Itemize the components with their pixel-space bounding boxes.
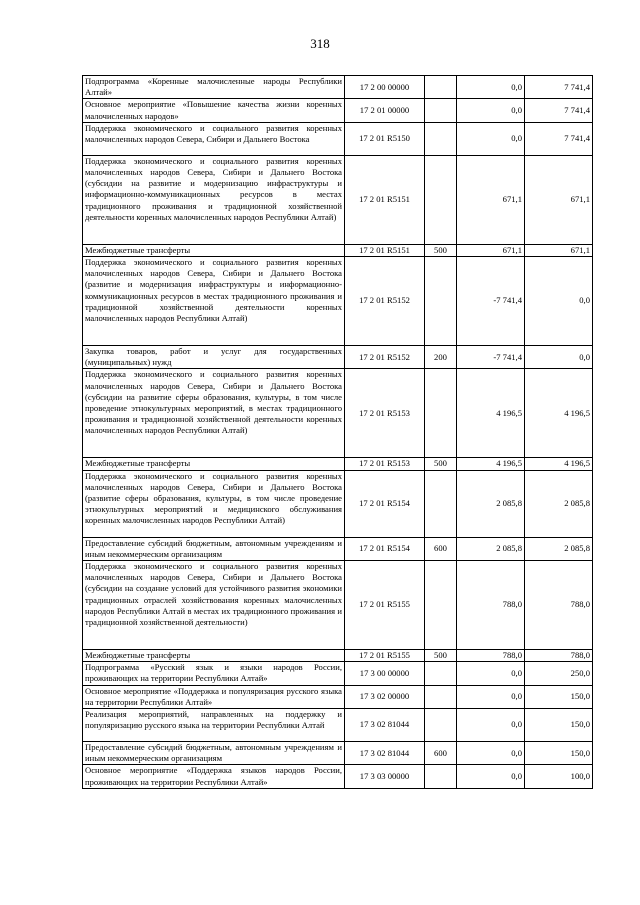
table-row (83, 742, 593, 765)
table-row (83, 76, 593, 99)
amount-change-cell: 0,0 (457, 662, 525, 685)
amount-total-cell: 7 741,4 (525, 99, 593, 122)
row-name-cell: Предоставление субсидий бюджетным, автономным учреждениям и иным некоммерческим организациям (83, 537, 345, 560)
amount-total-cell: 788,0 (525, 561, 593, 650)
expense-type-cell (425, 470, 457, 537)
amount-total-cell: 788,0 (525, 650, 593, 662)
amount-total-cell: 671,1 (525, 155, 593, 244)
target-code-cell: 17 2 01 R5152 (345, 346, 425, 369)
expense-type-cell: 500 (425, 458, 457, 470)
amount-change-cell: 0,0 (457, 742, 525, 765)
table-row (83, 122, 593, 155)
amount-change-cell: 0,0 (457, 122, 525, 155)
row-name-cell: Межбюджетные трансферты (83, 458, 345, 470)
row-name-cell: Поддержка экономического и социального развития коренных малочисленных народов Севера, Сибири и Дальнего Востока (субсидии на развитие и модернизацию инфраструктуры и информационно-коммуникационных ресурсов в местах традиционного проживания и традиционной хозяйственной деятельности коренных малочисленных народов Республики Алтай) (83, 155, 345, 244)
row-name-cell: Поддержка экономического и социального развития коренных малочисленных народов Севера, Сибири и Дальнего Востока (развитие и модернизация инфраструктуры и информационно-коммуникационных ресурсов в местах традиционного проживания и традиционной хозяйственной деятельности коренных малочисленных народов Республики Алтай) (83, 257, 345, 346)
amount-total-cell: 150,0 (525, 685, 593, 708)
amount-change-cell: 0,0 (457, 685, 525, 708)
expense-type-cell (425, 76, 457, 99)
expense-type-cell (425, 369, 457, 458)
expense-type-cell (425, 155, 457, 244)
budget-table-body (83, 76, 593, 789)
amount-change-cell: 0,0 (457, 709, 525, 742)
expense-type-cell (425, 685, 457, 708)
row-name-cell: Реализация мероприятий, направленных на поддержку и популяризацию русского языка на территории Республики Алтай (83, 709, 345, 742)
expense-type-cell: 200 (425, 346, 457, 369)
row-name-cell: Поддержка экономического и социального развития коренных малочисленных народов Севера, Сибири и Дальнего Востока (субсидии на развитие сферы образования, культуры, в том числе проведение этнокультурных мероприятий, в местах традиционного проживания и традиционной хозяйственной деятельности коренных малочисленных народов Республики Алтай) (83, 369, 345, 458)
amount-change-cell: 788,0 (457, 650, 525, 662)
target-code-cell: 17 2 01 R5151 (345, 155, 425, 244)
target-code-cell: 17 2 01 R5153 (345, 369, 425, 458)
row-name-cell: Подпрограмма «Коренные малочисленные народы Республики Алтай» (83, 76, 345, 99)
table-row (83, 709, 593, 742)
table-row (83, 257, 593, 346)
expense-type-cell: 600 (425, 537, 457, 560)
target-code-cell: 17 2 01 R5155 (345, 561, 425, 650)
row-name-cell: Основное мероприятие «Поддержка и популяризация русского языка на территории Республики Алтай» (83, 685, 345, 708)
table-row (83, 155, 593, 244)
expense-type-cell: 500 (425, 244, 457, 256)
target-code-cell: 17 3 00 00000 (345, 662, 425, 685)
target-code-cell: 17 2 01 R5154 (345, 537, 425, 560)
table-row (83, 537, 593, 560)
target-code-cell: 17 3 02 81044 (345, 742, 425, 765)
amount-change-cell: 2 085,8 (457, 537, 525, 560)
table-row (83, 685, 593, 708)
expense-type-cell: 600 (425, 742, 457, 765)
amount-total-cell: 150,0 (525, 742, 593, 765)
page-number: 318 (310, 36, 330, 51)
row-name-cell: Поддержка экономического и социального развития коренных малочисленных народов Севера, Сибири и Дальнего Востока (развитие сферы образования, культуры, в том числе проведение этнокультурных мероприятий и медицинского обслуживания коренных малочисленных народов Республики Алтай) (83, 470, 345, 537)
table-row (83, 346, 593, 369)
row-name-cell: Межбюджетные трансферты (83, 650, 345, 662)
target-code-cell: 17 3 02 81044 (345, 709, 425, 742)
row-name-cell: Основное мероприятие «Повышение качества жизни коренных малочисленных народов» (83, 99, 345, 122)
expense-type-cell (425, 765, 457, 788)
amount-total-cell: 7 741,4 (525, 76, 593, 99)
table-row (83, 765, 593, 788)
amount-total-cell: 0,0 (525, 346, 593, 369)
row-name-cell: Предоставление субсидий бюджетным, автономным учреждениям и иным некоммерческим организациям (83, 742, 345, 765)
table-row (83, 662, 593, 685)
target-code-cell: 17 3 03 00000 (345, 765, 425, 788)
amount-change-cell: -7 741,4 (457, 257, 525, 346)
target-code-cell: 17 2 01 R5153 (345, 458, 425, 470)
expense-type-cell (425, 122, 457, 155)
amount-total-cell: 2 085,8 (525, 470, 593, 537)
amount-total-cell: 7 741,4 (525, 122, 593, 155)
amount-change-cell: -7 741,4 (457, 346, 525, 369)
row-name-cell: Поддержка экономического и социального развития коренных малочисленных народов Севера, Сибири и Дальнего Востока (83, 122, 345, 155)
amount-change-cell: 0,0 (457, 76, 525, 99)
amount-total-cell: 0,0 (525, 257, 593, 346)
amount-change-cell: 788,0 (457, 561, 525, 650)
expense-type-cell (425, 257, 457, 346)
target-code-cell: 17 2 01 R5150 (345, 122, 425, 155)
row-name-cell: Основное мероприятие «Поддержка языков народов России, проживающих на территории Республики Алтай» (83, 765, 345, 788)
amount-change-cell: 0,0 (457, 99, 525, 122)
amount-change-cell: 2 085,8 (457, 470, 525, 537)
amount-change-cell: 671,1 (457, 244, 525, 256)
table-row (83, 650, 593, 662)
table-row (83, 470, 593, 537)
expense-type-cell (425, 99, 457, 122)
amount-change-cell: 4 196,5 (457, 458, 525, 470)
expense-type-cell (425, 709, 457, 742)
row-name-cell: Подпрограмма «Русский язык и языки народов России, проживающих на территории Республики Алтай» (83, 662, 345, 685)
row-name-cell: Поддержка экономического и социального развития коренных малочисленных народов Севера, Сибири и Дальнего Востока (субсидии на создание условий для устойчивого развития экономики традиционных отраслей хозяйствования коренных малочисленных народов Республики Алтай в местах их традиционного проживания и традиционной хозяйственной деятельности) (83, 561, 345, 650)
amount-total-cell: 2 085,8 (525, 537, 593, 560)
target-code-cell: 17 2 01 R5151 (345, 244, 425, 256)
expense-type-cell (425, 561, 457, 650)
expense-type-cell (425, 662, 457, 685)
amount-total-cell: 4 196,5 (525, 458, 593, 470)
amount-total-cell: 150,0 (525, 709, 593, 742)
target-code-cell: 17 3 02 00000 (345, 685, 425, 708)
amount-total-cell: 4 196,5 (525, 369, 593, 458)
target-code-cell: 17 2 01 R5154 (345, 470, 425, 537)
table-row (83, 561, 593, 650)
row-name-cell: Закупка товаров, работ и услуг для государственных (муниципальных) нужд (83, 346, 345, 369)
table-row (83, 458, 593, 470)
budget-table (82, 75, 593, 789)
row-name-cell: Межбюджетные трансферты (83, 244, 345, 256)
amount-total-cell: 100,0 (525, 765, 593, 788)
amount-total-cell: 671,1 (525, 244, 593, 256)
table-row (83, 369, 593, 458)
amount-total-cell: 250,0 (525, 662, 593, 685)
amount-change-cell: 4 196,5 (457, 369, 525, 458)
expense-type-cell: 500 (425, 650, 457, 662)
target-code-cell: 17 2 01 00000 (345, 99, 425, 122)
target-code-cell: 17 2 01 R5152 (345, 257, 425, 346)
amount-change-cell: 671,1 (457, 155, 525, 244)
amount-change-cell: 0,0 (457, 765, 525, 788)
target-code-cell: 17 2 01 R5155 (345, 650, 425, 662)
table-row (83, 244, 593, 256)
table-row (83, 99, 593, 122)
target-code-cell: 17 2 00 00000 (345, 76, 425, 99)
